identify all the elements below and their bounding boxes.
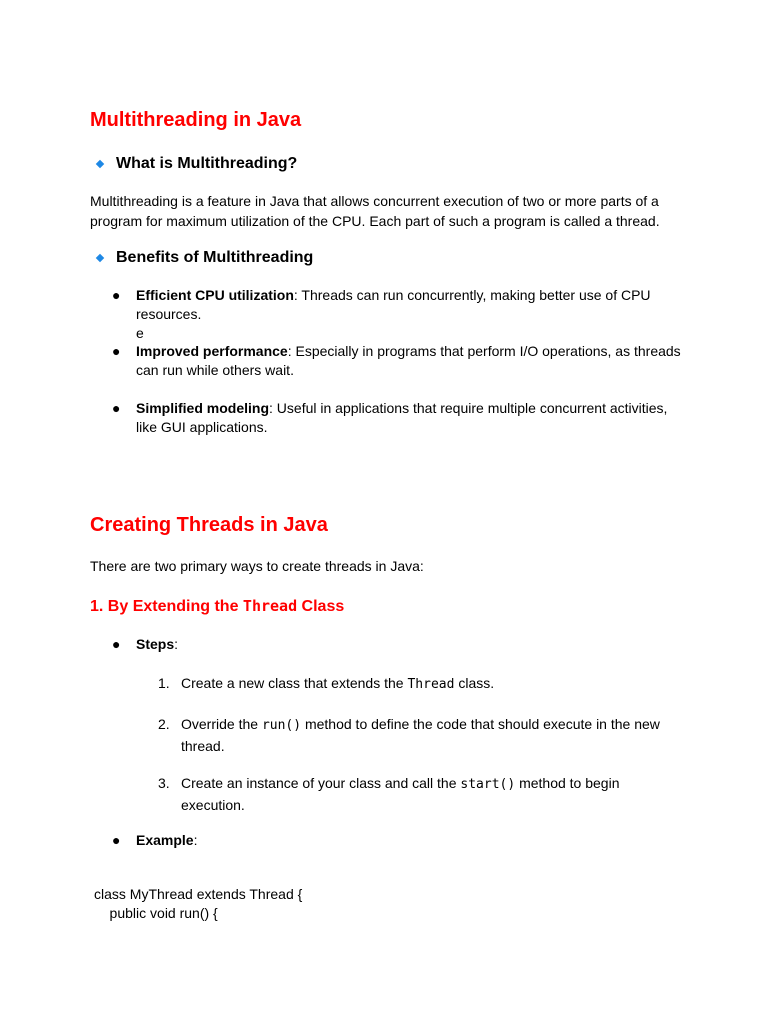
bullet-dot-icon: ● bbox=[112, 636, 121, 652]
benefit-performance-desc: : Especially in programs that perform I/O operations, as threads can run while others wait. bbox=[136, 343, 681, 378]
subheading-benefits-text: Benefits of Multithreading bbox=[116, 249, 314, 266]
subheading-what-is bbox=[95, 155, 297, 173]
benefit-item-cpu bbox=[112, 286, 682, 343]
benefit-modeling-term: Simplified modeling bbox=[136, 400, 270, 416]
steps-label: Steps bbox=[136, 636, 175, 652]
example-colon: : bbox=[193, 832, 198, 848]
steps-colon: : bbox=[174, 636, 179, 652]
benefit-item-modeling bbox=[112, 399, 682, 437]
step-1 bbox=[158, 673, 678, 695]
benefit-performance-term: Improved performance bbox=[136, 343, 288, 359]
step-1-pre: Create a new class that extends the bbox=[181, 675, 408, 691]
paragraph-what-is: Multithreading is a feature in Java that allows concurrent execution of two or more parts of a program for maximum utilization of the CPU. Each part of such a program is called a thread. bbox=[90, 193, 660, 229]
step-3-number: 3. bbox=[158, 775, 170, 791]
code-line-1: class MyThread extends Thread { bbox=[94, 886, 303, 902]
step-2-pre: Override the bbox=[181, 716, 262, 732]
paragraph-creating: There are two primary ways to create threads in Java: bbox=[90, 558, 424, 574]
bullet-dot-icon: ● bbox=[112, 343, 121, 359]
step-1-code: Thread bbox=[407, 677, 455, 692]
step-2-code: run() bbox=[261, 718, 302, 733]
step-1-post: class. bbox=[454, 675, 495, 691]
heading-extending-prefix: 1. By Extending the bbox=[90, 598, 243, 615]
example-item bbox=[112, 831, 682, 850]
heading-extending-thread bbox=[90, 597, 344, 616]
step-3-pre: Create an instance of your class and call the bbox=[181, 775, 461, 791]
step-2-number: 2. bbox=[158, 716, 170, 732]
subheading-what-is-text: What is Multithreading? bbox=[116, 155, 298, 172]
diamond-bullet-icon bbox=[96, 254, 104, 262]
benefit-cpu-term: Efficient CPU utilization bbox=[136, 287, 294, 303]
steps-item bbox=[112, 635, 682, 654]
heading-multithreading-in-java: Multithreading in Java bbox=[90, 109, 302, 131]
step-3-code: start() bbox=[460, 777, 516, 792]
step-3-post: method to begin execution. bbox=[181, 775, 620, 813]
benefit-item-performance bbox=[112, 342, 682, 380]
step-2 bbox=[158, 714, 678, 756]
code-line-2: public void run() { bbox=[94, 905, 218, 921]
example-label: Example bbox=[136, 832, 194, 848]
bullet-dot-icon: ● bbox=[112, 400, 121, 416]
step-2-post: method to define the code that should execute in the new thread. bbox=[181, 716, 660, 754]
step-3 bbox=[158, 773, 678, 815]
benefit-cpu-extra: e bbox=[136, 325, 144, 341]
step-1-number: 1. bbox=[158, 675, 170, 691]
subheading-benefits bbox=[95, 249, 313, 267]
bullet-dot-icon: ● bbox=[112, 287, 121, 303]
heading-creating-threads: Creating Threads in Java bbox=[90, 514, 328, 536]
benefit-modeling-desc: : Useful in applications that require multiple concurrent activities, like GUI applications. bbox=[136, 400, 668, 435]
benefit-cpu-desc: : Threads can run concurrently, making better use of CPU resources. bbox=[136, 287, 651, 322]
heading-extending-code: Thread bbox=[242, 597, 298, 615]
diamond-bullet-icon bbox=[96, 160, 104, 168]
heading-extending-suffix: Class bbox=[297, 598, 345, 615]
bullet-dot-icon: ● bbox=[112, 832, 121, 848]
